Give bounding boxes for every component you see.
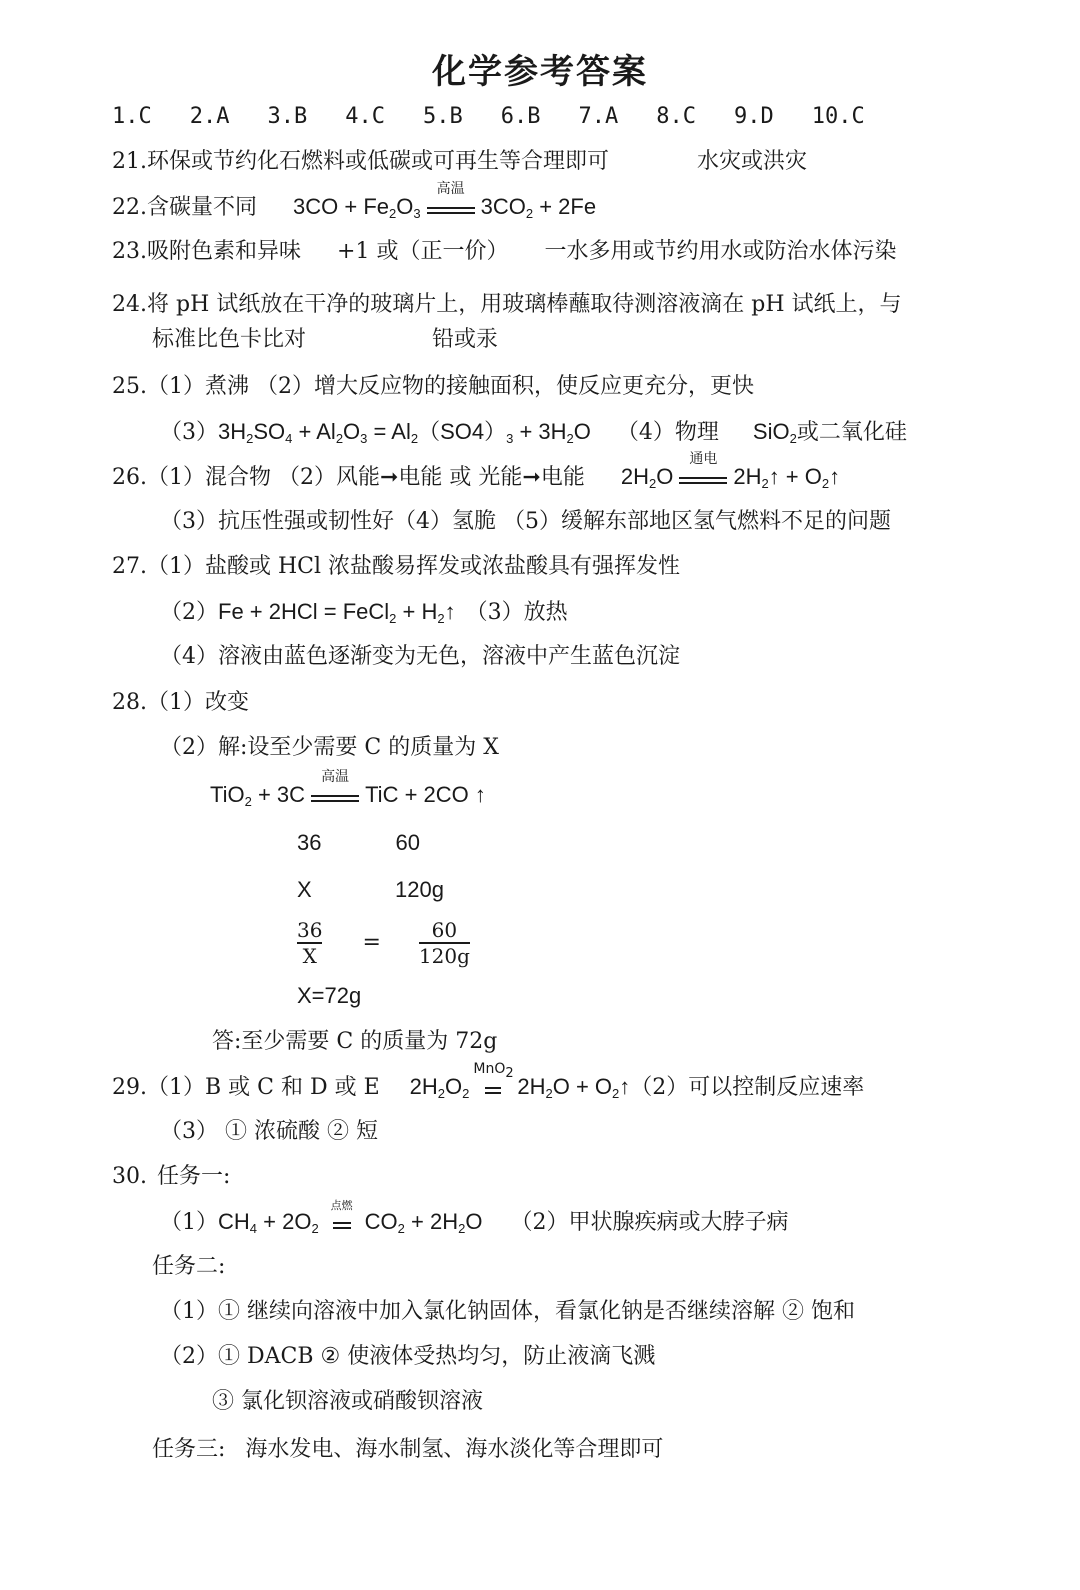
mc-item: 5.B [423,104,463,129]
q23 [112,237,896,267]
q21 [112,147,807,177]
q-num: 25. [112,374,147,399]
q25-line2 [160,417,907,454]
q-num: 21. [112,149,147,174]
q28-text: （1）改变 [147,690,249,715]
reaction-condition: MnO$_2$ [473,1077,513,1094]
q28-ratio-row1 [297,828,420,858]
q30-line1 [112,1162,230,1192]
q24-line1 [112,290,902,320]
q28-proportion [297,918,470,968]
q-num: 30. [112,1164,147,1189]
q23-answer3: 一水多用或节约用水或防治水体污染 [544,239,897,264]
ratio-value: X [297,877,312,902]
q21-answer1: 环保或节约化石燃料或低碳或可再生等合理即可 [147,149,610,174]
q22 [112,181,597,229]
reaction-condition: 点燃 [325,1212,359,1229]
ratio-value: 36 [297,830,322,855]
q29-line2 [160,1117,378,1147]
q27-equation: Fe + 2HCl = FeCl$_2$ + $H_2↑$ [218,599,456,626]
mc-item: 1.C [112,104,152,129]
q28-text2: （2）解:设至少需要 C 的质量为 X [160,735,499,760]
q26-text2: （3）抗压性强或韧性好（4）氢脆 （5）缓解东部地区氢气燃料不足的问题 [160,509,891,534]
mc-item: 8.C [656,104,696,129]
q-num: 24. [112,292,147,317]
q-num: 28. [112,690,147,715]
q30-equation: $CH_4 + 2O_2$ 点燃 $CO_2 + 2H_2O$ [218,1199,483,1236]
mc-item: 7.A [578,104,619,129]
q24-line2 [152,325,498,355]
task2-heading: 任务二: [152,1254,226,1279]
q25-formula: SiO$_2$ [752,419,797,446]
task1-part2: （2）甲状腺疾病或大脖子病 [510,1210,789,1235]
mc-item: 4.C [345,104,385,129]
task1-heading: 任务一: [157,1164,231,1189]
task3-line [152,1435,663,1465]
task2-line3: ③ 氯化钡溶液或硝酸钡溶液 [212,1389,483,1414]
q27-part2-label: （2） [160,600,218,625]
q30-task1-line [160,1199,789,1244]
q26-line2 [160,507,891,537]
q26-equation: $2H_2O$ 通电 $2H_2↑$ + $O_2↑$ [620,451,841,491]
q28-answer: 答:至少需要 C 的质量为 72g [212,1029,498,1054]
reaction-condition: 高温 [311,785,359,802]
q27-line2 [160,597,568,634]
q25-line1 [112,372,754,402]
q28-line1 [112,688,249,718]
fraction: $\frac{60}{120g}$ [418,918,470,968]
q25-part4: （4）物理 [616,420,719,445]
q28-result: X=72g [297,983,362,1008]
reaction-condition: 通电 [679,467,727,484]
q24-text: 将 pH 试纸放在干净的玻璃片上，用玻璃棒蘸取待测溶液滴在 pH 试纸上，与 [147,292,902,317]
q27-line1 [112,552,680,582]
q28-line2 [160,733,499,763]
task3-answer: 海水发电、海水制氢、海水淡化等合理即可 [245,1437,664,1462]
mc-item: 3.B [267,104,308,129]
q22-answer1: 含碳量不同 [147,195,258,220]
mc-item: 6.B [500,104,541,129]
q-num: 29. [112,1075,147,1100]
q29-text2: （3） ① 浓硫酸 ② 短 [160,1119,378,1144]
mc-item: 2.A [189,104,230,129]
q23-answer2: +1 或（正一价） [337,239,509,264]
reaction-condition: 高温 [427,197,475,214]
q-num: 26. [112,465,147,490]
q25-equation: $3H_2SO_4 + Al_2O_3 = Al_2(SO4)_3 + 3H_2O$ [218,419,591,446]
q22-equation: $3CO + Fe_2O_3$ 高温 $3CO_2 + 2Fe$ [293,181,597,221]
q29-text: （1）B 或 C 和 D 或 E [147,1075,380,1100]
q21-answer2: 水灾或洪灾 [697,149,808,174]
task2-line2: （2）① DACB ② 使液体受热均匀，防止液滴飞溅 [160,1344,656,1369]
mc-item: 10.C [811,104,865,129]
q29-line1 [112,1061,865,1109]
ratio-value: 120g [395,877,444,902]
q28-equation: TiO$_2$ + 3C 高温 TiC + 2CO ↑ [210,769,486,809]
task3-heading: 任务三: [152,1437,226,1462]
q29-equation: $2H_2O_2$ MnO$_2$ $2H_2O$ + $O_2↑$ [409,1061,631,1101]
q27-text3: （4）溶液由蓝色逐渐变为无色，溶液中产生蓝色沉淀 [160,644,680,669]
fraction: $\frac{36}{X}$ [297,918,323,968]
q25-part4-answer: 或二氧化硅 [796,420,907,445]
q24-text2: 标准比色卡比对 [152,327,307,352]
equals-sign: = [362,930,381,955]
q25-part3-label: （3） [160,420,218,445]
q25-text: （1）煮沸 （2）增大反应物的接触面积，使反应更充分，更快 [147,374,754,399]
ratio-value: 60 [395,830,420,855]
q26-text: （1）混合物 （2）风能➞电能 或 光能➞电能 [147,465,585,490]
q-num: 27. [112,554,147,579]
page-title: 化学参考答案 [432,52,648,92]
q27-part3: （3）放热 [465,600,568,625]
task2-line1: （1）① 继续向溶液中加入氯化钠固体，看氯化钠是否继续溶解 ② 饱和 [160,1299,855,1324]
q24-answer2: 铅或汞 [432,327,499,352]
mc-item: 9.D [734,104,774,129]
task1-part1-label: （1） [160,1210,218,1235]
q29-part2: （2）可以控制反应速率 [630,1075,865,1100]
q-num: 22. [112,195,147,220]
q27-text: （1）盐酸或 HCl 浓盐酸易挥发或浓盐酸具有强挥发性 [147,554,681,579]
q23-answer1: 吸附色素和异味 [147,239,302,264]
q28-ratio-row2 [297,875,444,905]
q26-line1 [112,451,841,499]
q27-line3 [160,642,680,672]
q-num: 23. [112,239,147,264]
mc-answers [112,102,865,132]
